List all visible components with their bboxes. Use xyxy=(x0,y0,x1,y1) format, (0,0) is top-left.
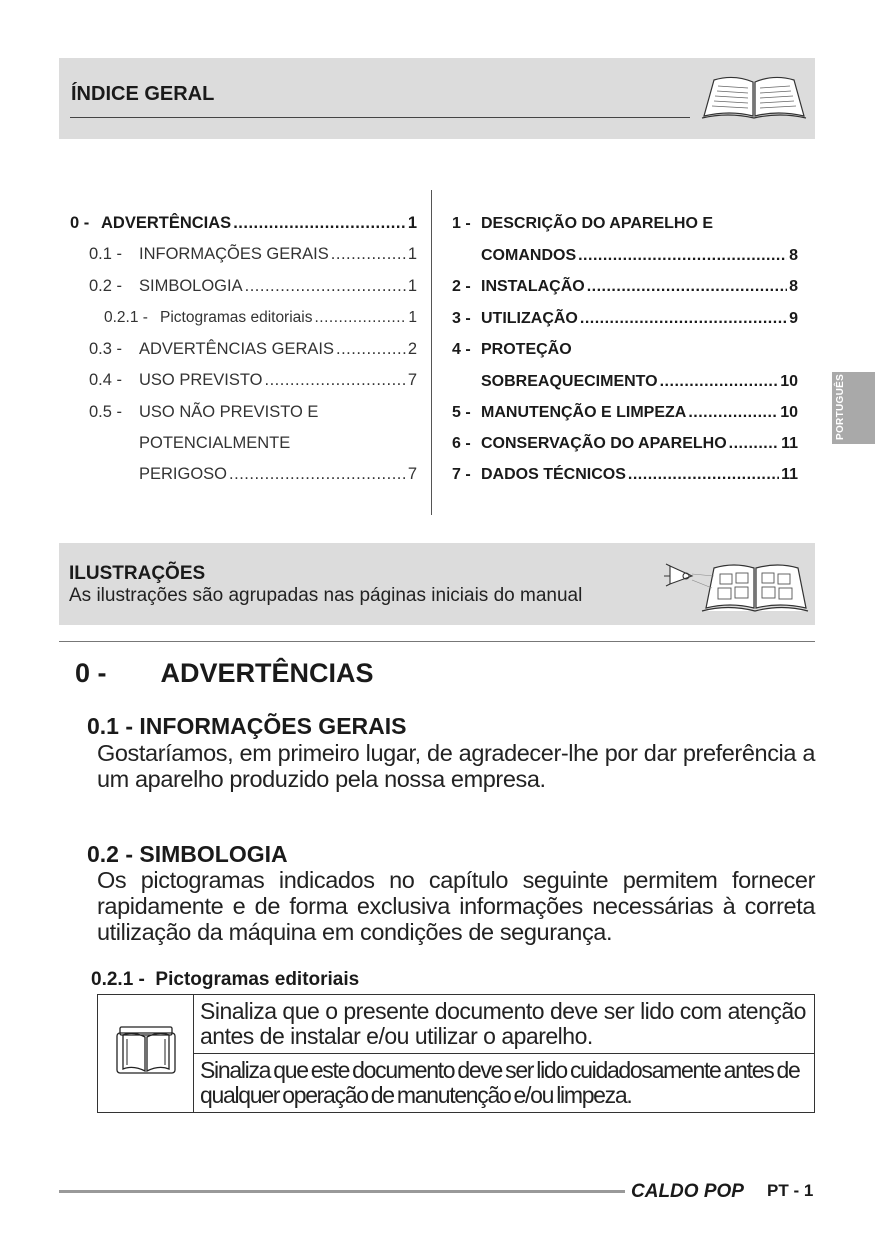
footer-page-number: PT - 1 xyxy=(767,1181,814,1200)
toc-item-0-3[interactable]: 0.3 - ADVERTÊNCIAS GERAIS ..... 2 xyxy=(89,340,417,359)
toc-item-5[interactable]: 5 - MANUTENÇÃO E LIMPEZA ..... 10 xyxy=(452,404,798,422)
toc-item-1[interactable]: 1 - DESCRIÇÃO DO APARELHO E xyxy=(452,215,714,232)
pictogram-table xyxy=(97,994,815,1113)
section-0-1-text: Gostaríamos, em primeiro lugar, de agradecer-lhe por dar preferência a um aparelho produzido pela nossa empresa. xyxy=(97,740,815,792)
toc-item-1-line2: COMANDOS ..... 8 xyxy=(481,247,798,265)
section-0-1-heading: 0.1 - INFORMAÇÕES GERAIS xyxy=(87,713,407,739)
section-0-2-heading: 0.2 - SIMBOLOGIA xyxy=(87,841,288,867)
pictogram-row-1-text: Sinaliza que o presente documento deve ser lido com atenção antes de instalar e/ou utilizar o aparelho. xyxy=(194,995,815,1054)
toc-item-0-5-line2: POTENCIALMENTE xyxy=(139,434,291,452)
toc-item-0-1[interactable]: 0.1 - INFORMAÇÕES GERAIS ..... 1 xyxy=(89,245,417,264)
illustrations-text: As ilustrações são agrupadas nas páginas iniciais do manual xyxy=(69,585,583,606)
toc-item-0-4[interactable]: 0.4 - USO PREVISTO ..... 7 xyxy=(89,371,417,390)
index-title-underline xyxy=(70,117,690,118)
pictogram-cell xyxy=(98,995,194,1113)
footer-brand: CALDO POP xyxy=(631,1181,744,1202)
language-tab-label: PORTUGUÊS xyxy=(835,373,846,440)
toc-item-2[interactable]: 2 - INSTALAÇÃO ..... 8 xyxy=(452,278,798,296)
illustrated-book-icon xyxy=(662,554,810,614)
toc-item-3[interactable]: 3 - UTILIZAÇÃO ..... 9 xyxy=(452,310,798,328)
toc-column-divider xyxy=(431,190,432,515)
section-divider xyxy=(59,641,815,642)
toc-item-0-2-1[interactable]: 0.2.1 - Pictogramas editoriais ..... 1 xyxy=(104,309,417,327)
section-0-heading: 0 - ADVERTÊNCIAS xyxy=(75,658,374,688)
section-0-2-text: Os pictogramas indicados no capítulo seguinte permitem fornecer rapidamente e de forma exclusiva informações necessárias à correta utilização da máquina em condições de segurança. xyxy=(97,867,815,945)
toc-item-7[interactable]: 7 - DADOS TÉCNICOS ..... 11 xyxy=(452,466,798,484)
section-0-2-1-heading: 0.2.1 - Pictogramas editoriais xyxy=(91,969,360,990)
illustrations-title: ILUSTRAÇÕES xyxy=(69,563,206,584)
toc-item-4-line2: SOBREAQUECIMENTO ..... 10 xyxy=(481,373,798,391)
index-title: ÍNDICE GERAL xyxy=(71,83,215,105)
footer-rule xyxy=(59,1190,625,1193)
toc-item-0-5[interactable]: 0.5 - USO NÃO PREVISTO E xyxy=(89,403,319,421)
open-book-icon xyxy=(700,70,808,120)
toc-item-0-5-line3: PERIGOSO ..... 7 xyxy=(139,465,417,484)
toc-item-0-2[interactable]: 0.2 - SIMBOLOGIA ..... 1 xyxy=(89,277,417,296)
toc-item-4[interactable]: 4 - PROTEÇÃO xyxy=(452,341,572,358)
manual-book-icon xyxy=(115,1025,177,1077)
toc-item-0[interactable]: 0 - ADVERTÊNCIAS ..... 1 xyxy=(70,214,417,233)
pictogram-row-2-text: Sinaliza que este documento deve ser lido cuidadosamente antes de qualquer operação de manutenção e/ou limpeza. xyxy=(194,1054,815,1113)
toc-item-6[interactable]: 6 - CONSERVAÇÃO DO APARELHO ..... 11 xyxy=(452,435,798,453)
